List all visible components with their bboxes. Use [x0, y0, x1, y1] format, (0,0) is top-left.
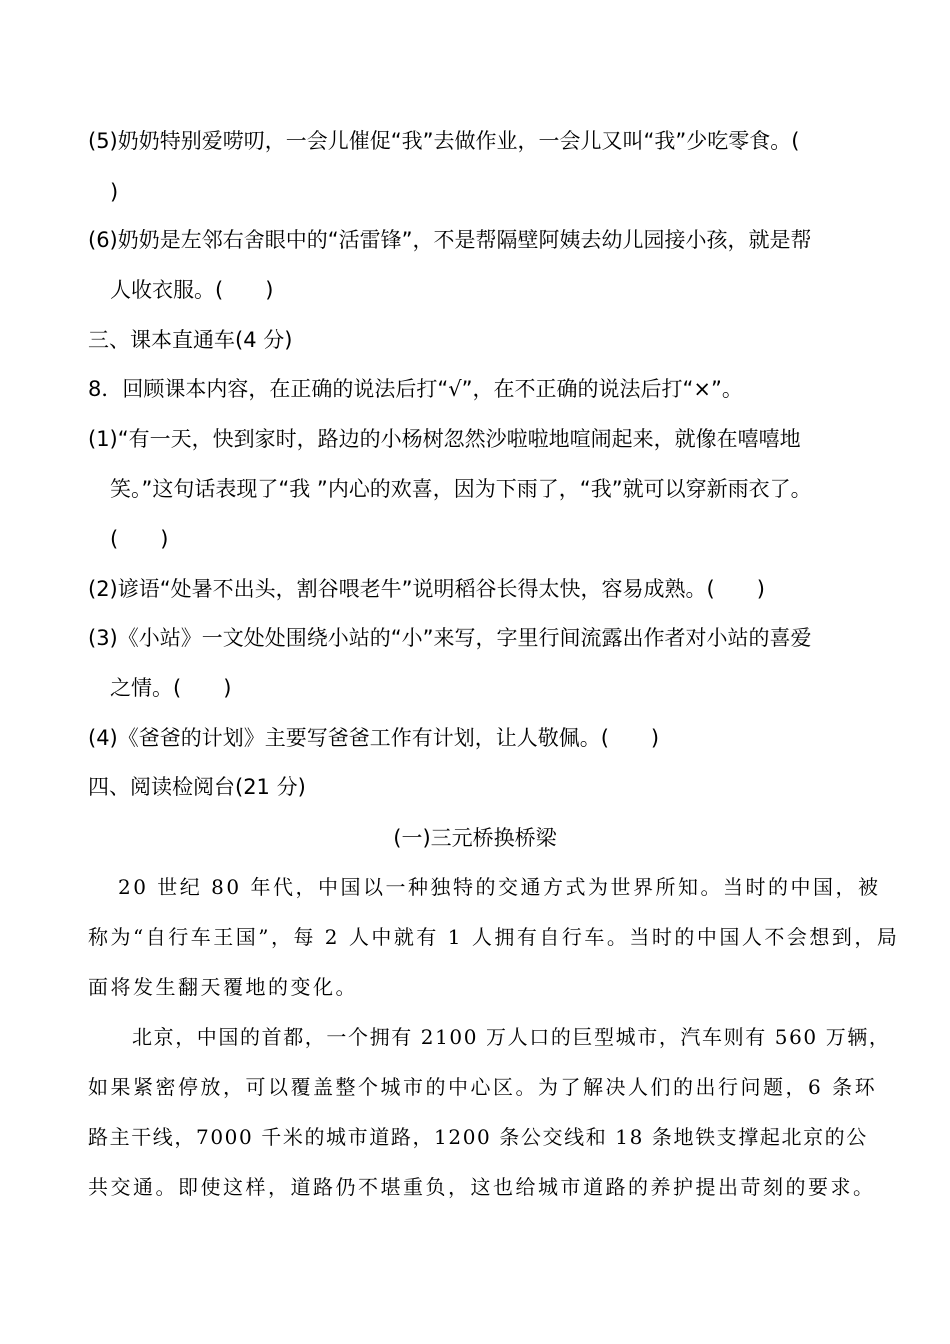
paragraph-2-line-1: 北京，中国的首都，一个拥有 2100 万人口的巨型城市，汽车则有 560 万辆， — [132, 1025, 891, 1049]
item-1-line-2: 笑。”这句话表现了“我 ”内心的欢喜，因为下雨了，“我”就可以穿新雨衣了。 — [110, 477, 812, 501]
question-6-line-2: 人收衣服。( ) — [110, 278, 274, 302]
item-3-line-1: (3)《小站》一文处处围绕小站的“小”来写，字里行间流露出作者对小站的喜爱 — [88, 626, 812, 650]
paragraph-2-line-4: 共交通。即使这样，道路仍不堪重负，这也给城市道路的养护提出苛刻的要求。 — [88, 1175, 876, 1199]
item-1-line-1: (1)“有一天，快到家时，路边的小杨树忽然沙啦啦地喧闹起来，就像在嘻嘻地 — [88, 427, 801, 451]
question-5-line-1: (5)奶奶特别爱唠叨，一会儿催促“我”去做作业，一会儿又叫“我”少吃零食。( — [88, 129, 800, 153]
paragraph-2-line-2: 如果紧密停放，可以覆盖整个城市的中心区。为了解决人们的出行问题，6 条环 — [88, 1075, 878, 1099]
section-4-heading: 四、阅读检阅台(21 分) — [88, 775, 306, 799]
section-3-heading: 三、课本直通车(4 分) — [88, 328, 293, 352]
paragraph-1-line-3: 面将发生翻天覆地的变化。 — [88, 975, 358, 999]
paragraph-2-line-3: 路主干线，7000 千米的城市道路，1200 条公交线和 18 条地铁支撑起北京的公 — [88, 1125, 868, 1149]
passage-title: (一)三元桥换桥梁 — [393, 826, 557, 850]
paragraph-1-line-2: 称为“自行车王国”，每 2 人中就有 1 人拥有自行车。当时的中国人不会想到，局 — [88, 925, 900, 949]
item-3-line-2: 之情。( ) — [110, 676, 232, 700]
item-4: (4)《爸爸的计划》主要写爸爸工作有计划，让人敬佩。( ) — [88, 726, 660, 750]
question-5-line-2: ) — [110, 180, 119, 204]
item-1-line-3: ( ) — [110, 527, 169, 551]
question-8-stem: 8．回顾课本内容，在正确的说法后打“√”，在不正确的说法后打“×”。 — [88, 377, 743, 401]
paragraph-1-line-1: 20 世纪 80 年代，中国以一种独特的交通方式为世界所知。当时的中国，被 — [118, 875, 881, 899]
item-2: (2)谚语“处暑不出头，割谷喂老牛”说明稻谷长得太快，容易成熟。( ) — [88, 577, 765, 601]
question-6-line-1: (6)奶奶是左邻右舍眼中的“活雷锋”，不是帮隔壁阿姨去幼儿园接小孩，就是帮 — [88, 228, 812, 252]
